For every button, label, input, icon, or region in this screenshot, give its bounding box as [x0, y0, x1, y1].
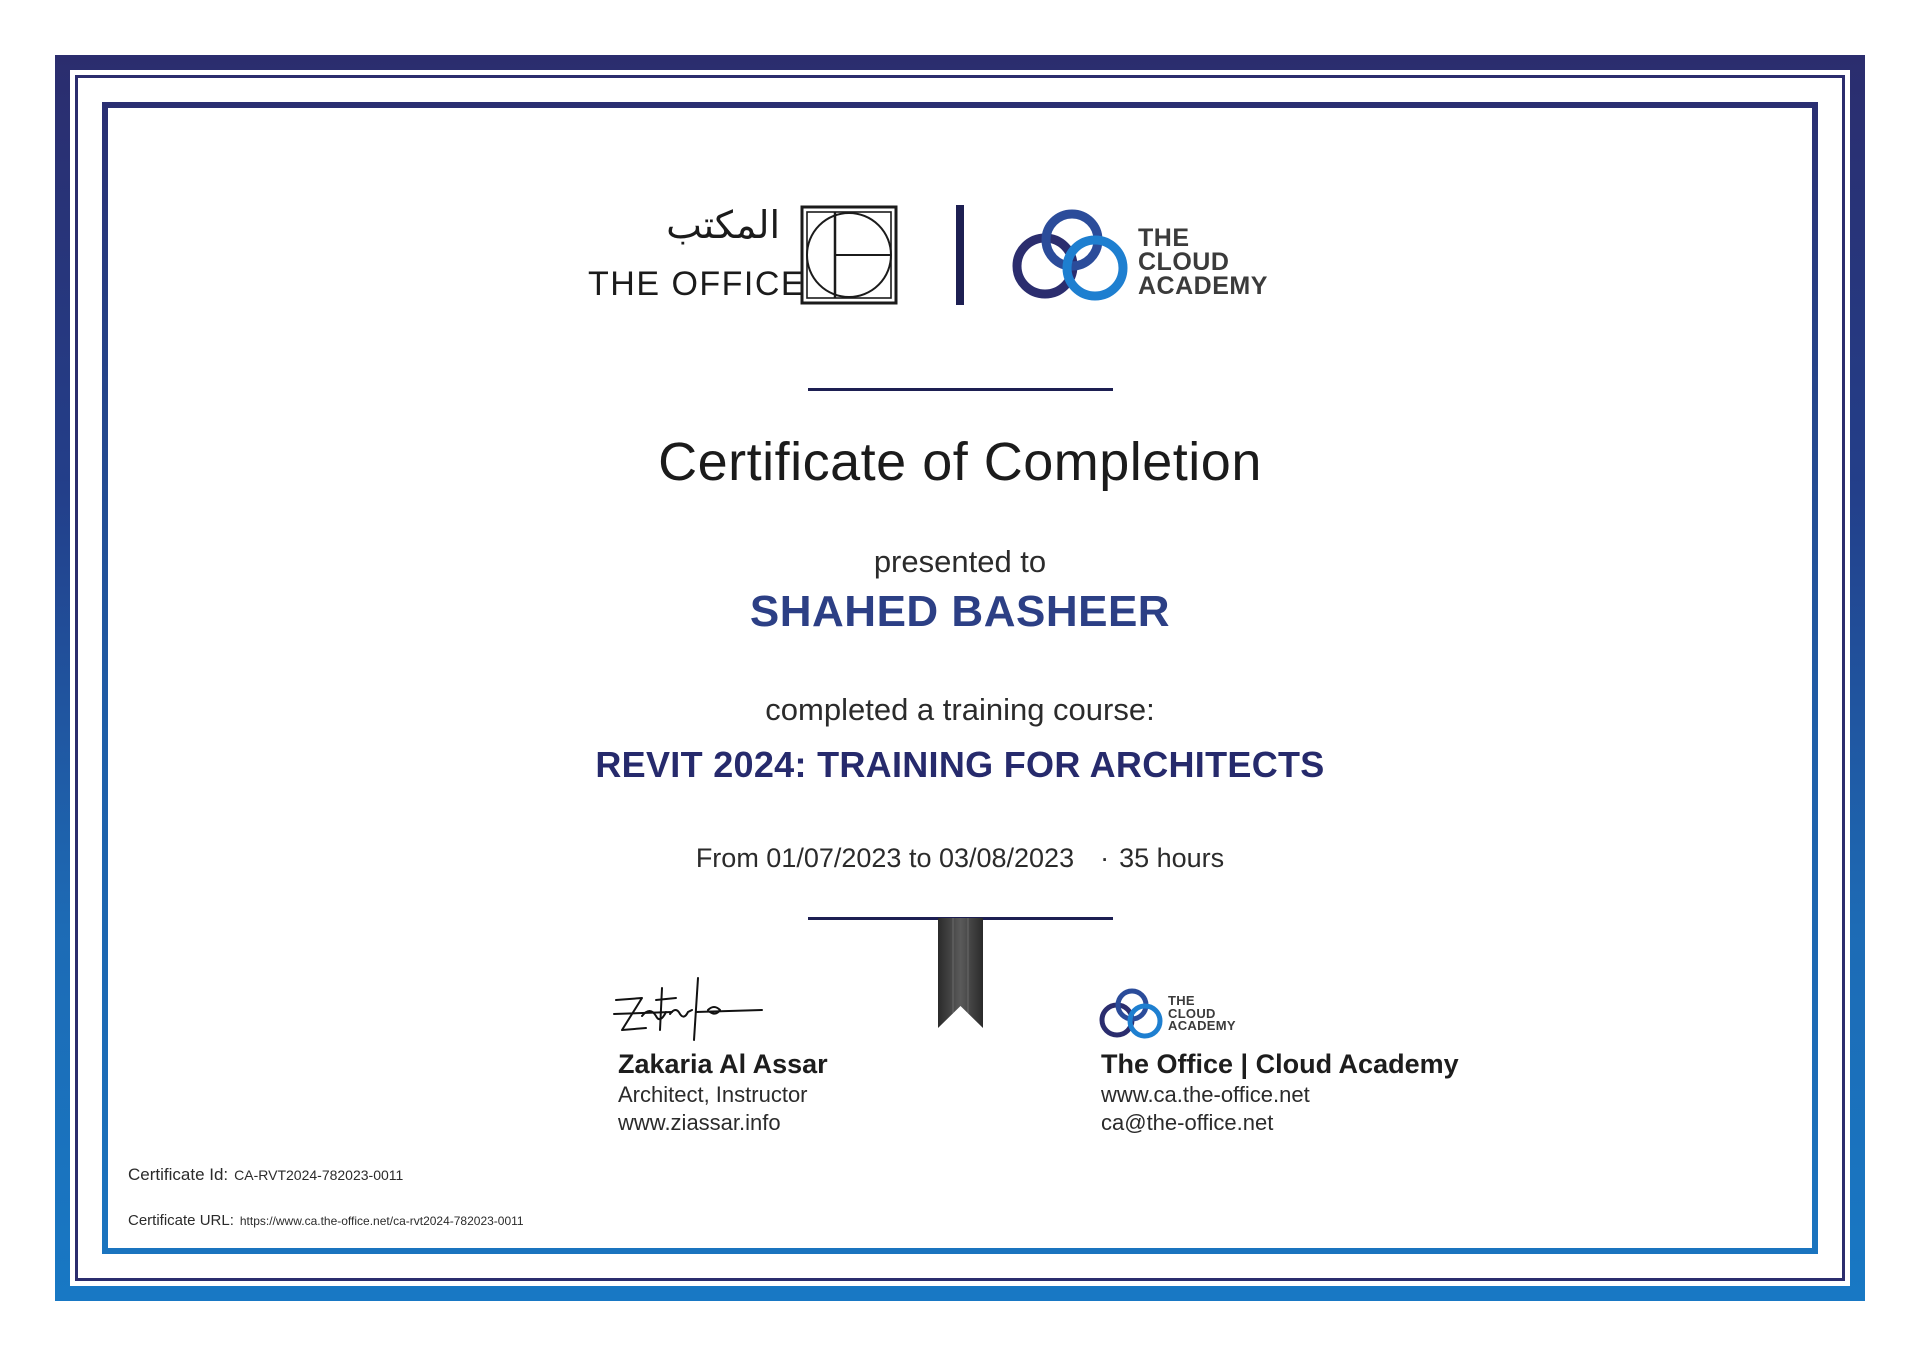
certificate-title: Certificate of Completion [658, 432, 1262, 492]
instructor-signature-image [612, 970, 772, 1050]
certificate-id-value: CA-RVT2024-782023-0011 [234, 1167, 404, 1183]
organization-website: www.ca.the-office.net [1101, 1082, 1310, 1107]
office-square-mark-icon [800, 205, 898, 305]
certificate-id-label: Certificate Id: [128, 1165, 229, 1184]
small-cloud-line-3: ACADEMY [1168, 1018, 1236, 1033]
course-title: REVIT 2024: TRAINING FOR ARCHITECTS [595, 744, 1325, 785]
course-dates: From 01/07/2023 to 03/08/2023 [695, 843, 1075, 873]
small-cloud-wordmark [1168, 995, 1236, 1033]
recipient-name: SHAHED BASHEER [749, 587, 1171, 636]
certificate-url-line [128, 1212, 524, 1229]
organization-name: The Office | Cloud Academy [1101, 1049, 1459, 1079]
ribbon-bookmark-icon [938, 918, 983, 1028]
instructor-website: www.ziassar.info [618, 1110, 781, 1135]
instructor-name: Zakaria Al Assar [618, 1049, 828, 1079]
small-cloud-line-1: THE [1168, 993, 1195, 1008]
the-office-logo [588, 205, 900, 305]
certificate-url-value[interactable]: https://www.ca.the-office.net/ca-rvt2024-782023-0011 [239, 1214, 524, 1228]
small-cloud-rings-icon [1098, 985, 1166, 1043]
certificate-id-line [128, 1165, 403, 1185]
logo-divider [956, 205, 964, 305]
dot-separator: · [1100, 843, 1110, 873]
presented-to-label: presented to [873, 544, 1047, 579]
small-cloud-academy-logo [1098, 985, 1258, 1043]
office-logo-latin-text: THE OFFICE [588, 265, 806, 303]
organization-block [1101, 1047, 1459, 1137]
cloud-academy-wordmark [1138, 226, 1268, 298]
top-divider-rule [808, 388, 1113, 391]
instructor-block [618, 1047, 828, 1137]
course-duration: 35 hours [1119, 843, 1225, 873]
small-cloud-line-2: CLOUD [1168, 1005, 1216, 1021]
cloud-logo-line-2: CLOUD [1138, 248, 1230, 276]
cloud-logo-line-3: ACADEMY [1138, 272, 1268, 300]
instructor-role: Architect, Instructor [618, 1082, 808, 1107]
completed-course-label: completed a training course: [765, 692, 1155, 727]
organization-email: ca@the-office.net [1101, 1110, 1274, 1135]
cloud-logo-line-1: THE [1138, 224, 1190, 252]
course-dates-line [0, 840, 1920, 876]
cloud-academy-rings-icon [1010, 204, 1135, 308]
cloud-academy-logo [1010, 204, 1280, 308]
certificate-url-label: Certificate URL: [128, 1212, 234, 1229]
office-logo-arabic-text: المكتب [666, 203, 780, 247]
